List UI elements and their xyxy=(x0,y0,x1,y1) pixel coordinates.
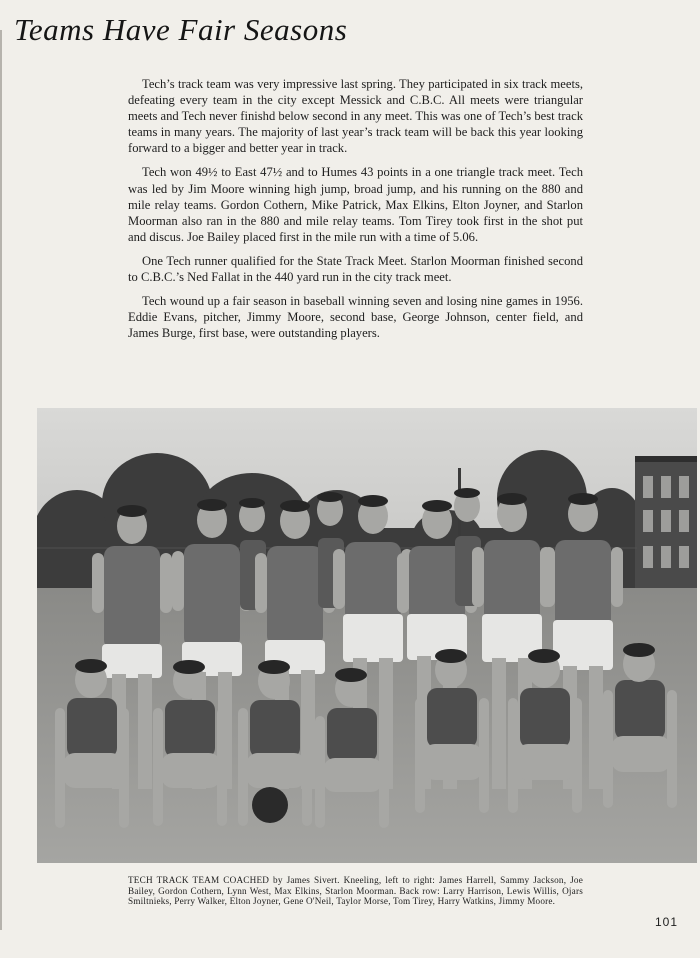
paragraph-track-season: Tech’s track team was very impressive last spring. They participated in six track meets, defeating every team in the city except Messick and C.B.C. All meets were triangular meets and Tech never finishd below second in any meet. This was one of Tech’s best track teams in many years. The majority of last year’s track team will be back this year looking forward to a bigger and better year in track. xyxy=(128,77,583,156)
page-title: Teams Have Fair Seasons xyxy=(14,12,348,47)
paragraph-state-meet: One Tech runner qualified for the State Track Meet. Starlon Moorman finished second to C.B.C.’s Ned Fallat in the 440 yard run in the city track meet. xyxy=(128,253,583,285)
page-number: 101 xyxy=(655,915,679,929)
photo-building xyxy=(635,456,697,600)
team-photo xyxy=(37,408,697,863)
photo-caption: TECH TRACK TEAM COACHED by James Sivert. Kneeling, left to right: James Harrell, Sammy Jackson, Joe Bailey, Gordon Cothern, Lynn West, Max Elkins, Starlon Moorman. Back row: Larry Harrison, Lewis Willis, Ojars Smiltnieks, Perry Walker, Elton Joyner, Gene O'Neil, Taylor Morse, Tom Tirey, Harry Watkins, Jimmy Moore. xyxy=(128,875,583,907)
paragraph-baseball: Tech wound up a fair season in baseball winning seven and losing nine games in 1956. Eddie Evans, pitcher, Jimmy Moore, second base, George Johnson, center field, and James Burge, first base, were outstanding players. xyxy=(128,294,583,341)
paragraph-meet-results: Tech won 49½ to East 47½ and to Humes 43 points in a one triangle track meet. Tech was led by Jim Moore winning high jump, broad jump, and his running on the 880 and mile relay teams. Gordon Cothern, Mike Patrick, Max Elkins, Elton Joyner, and Starlon Moorman also ran in the 880 and mile relay teams. Tom Tirey took first in the shot put and discus. Joe Bailey placed first in the mile run with a time of 5.06. xyxy=(128,165,583,244)
team-photo-illustration xyxy=(37,408,697,863)
ball xyxy=(252,787,288,823)
page-edge-shadow xyxy=(0,30,2,930)
article-body xyxy=(128,76,583,349)
